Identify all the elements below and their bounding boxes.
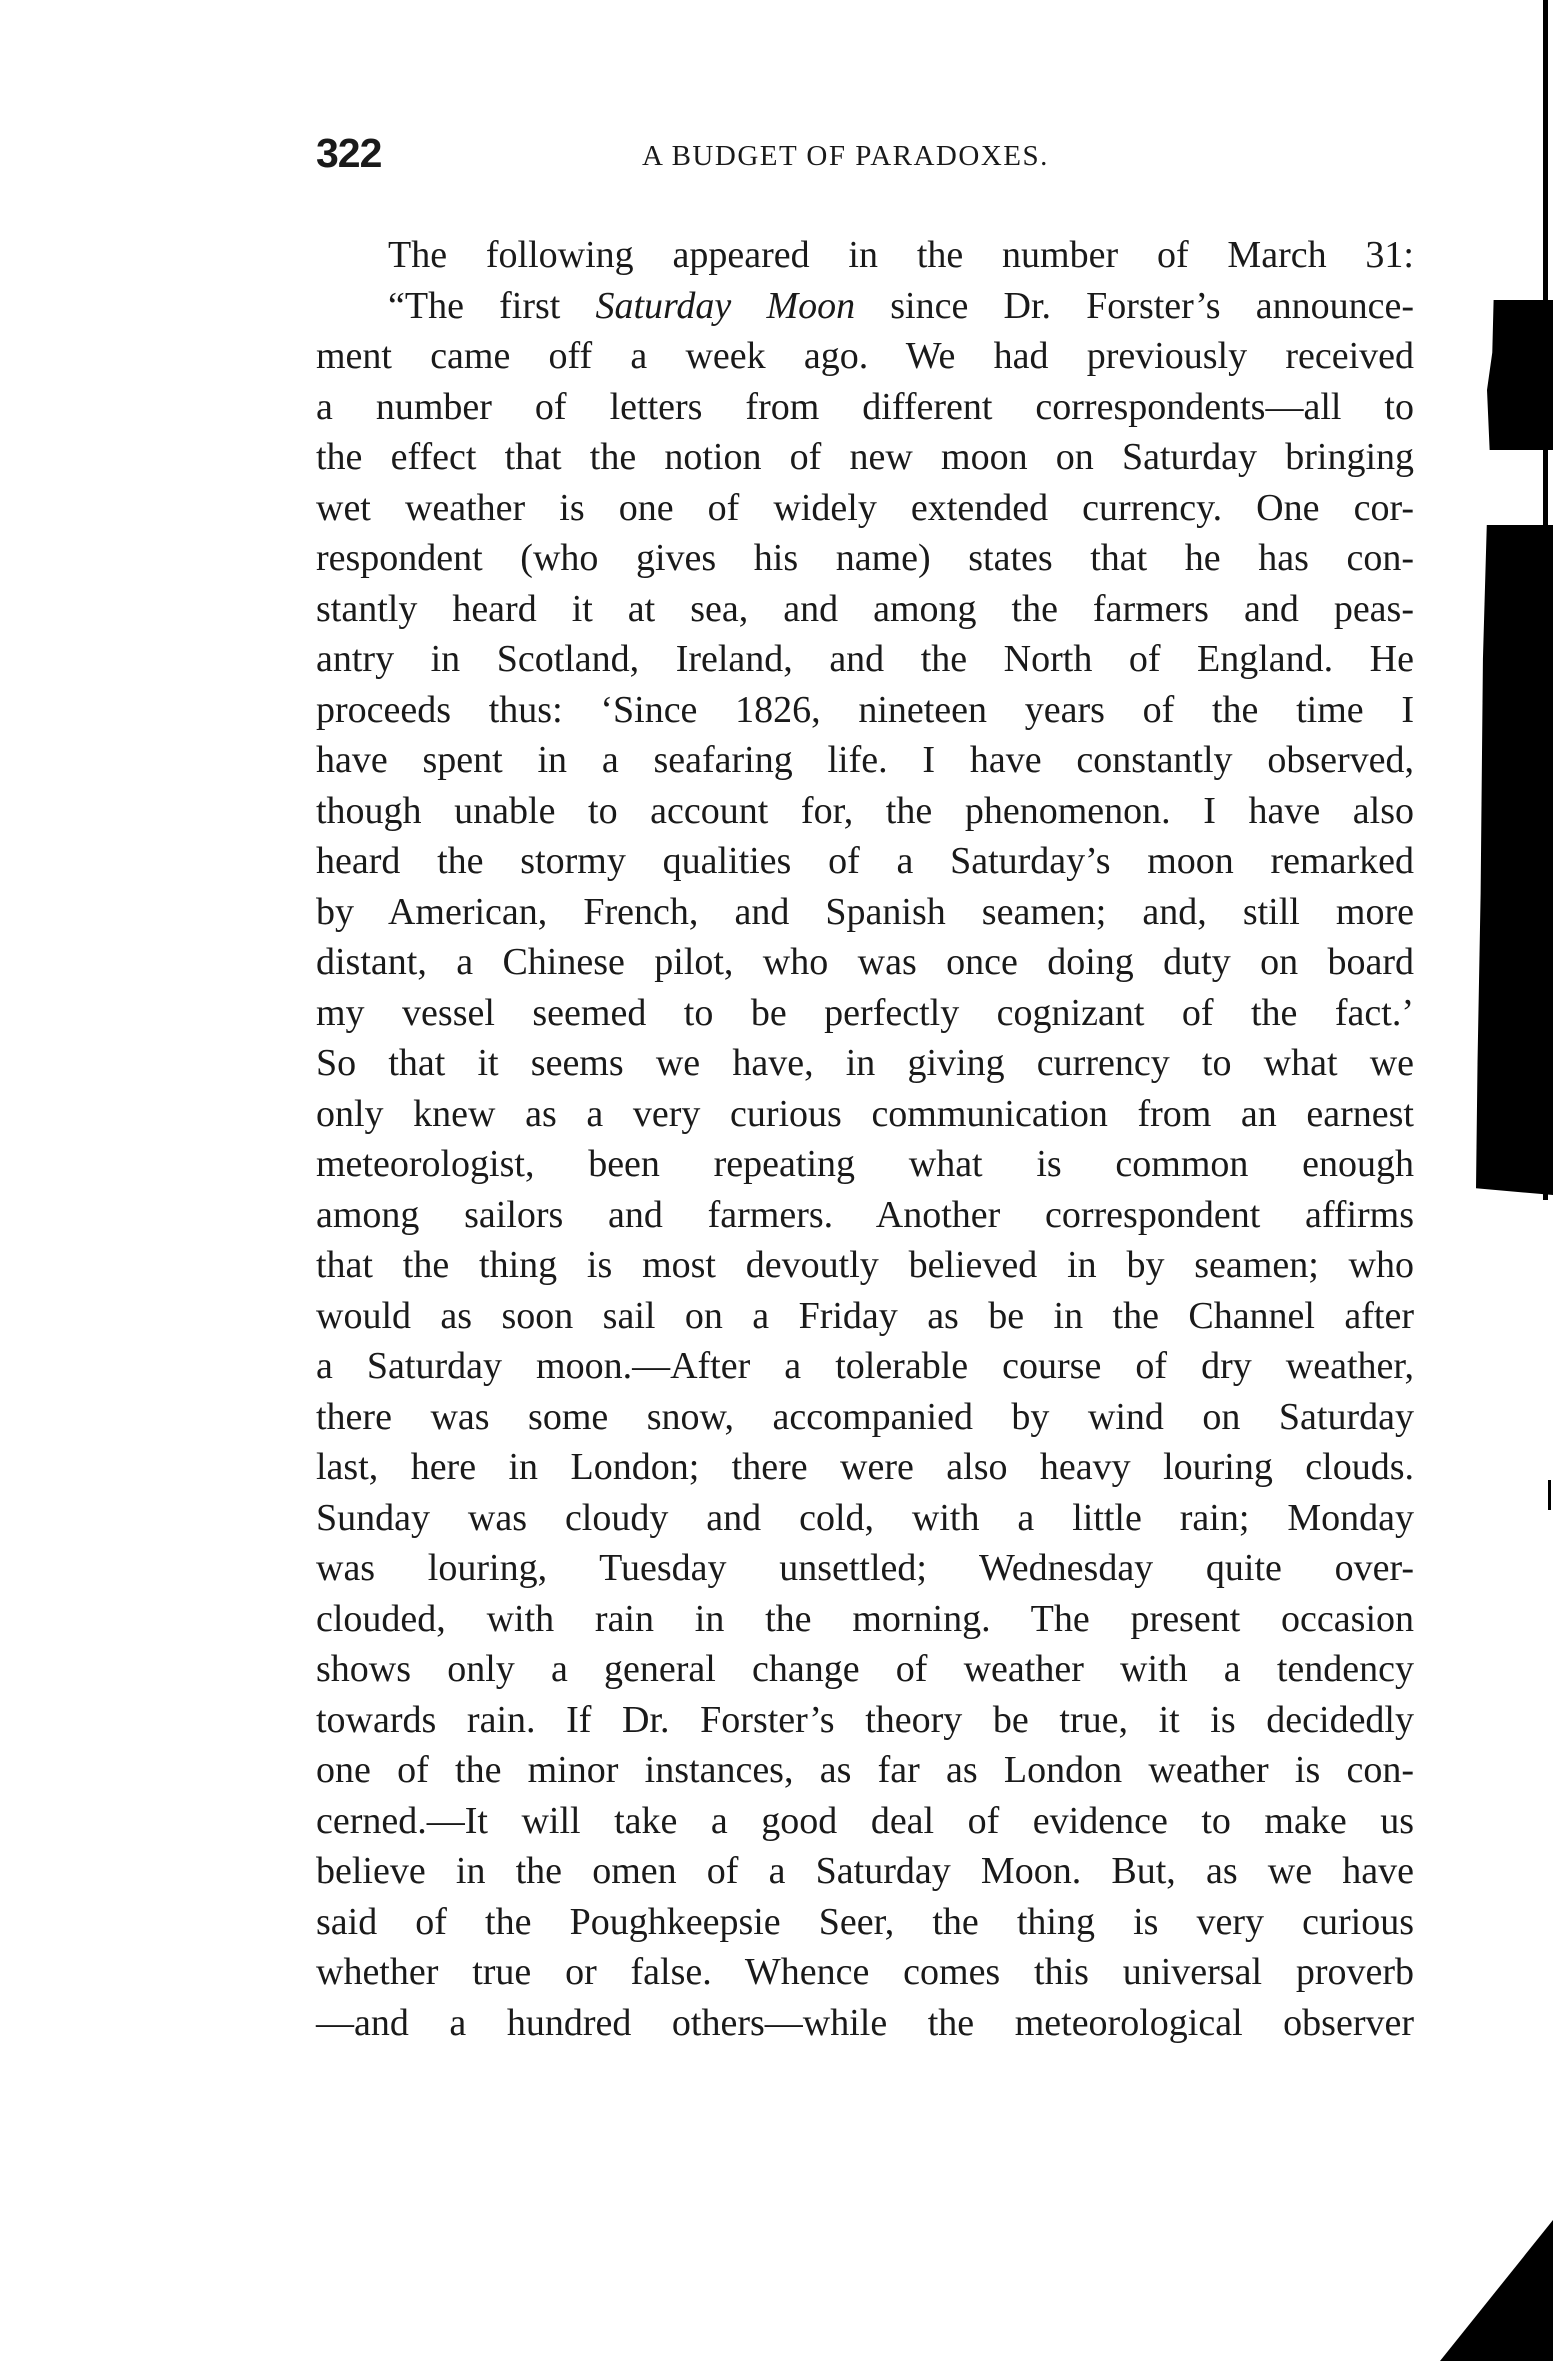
- text-line: a number of letters from different correspondents—all to: [316, 385, 1414, 428]
- text-line: So that it seems we have, in giving currency to what we: [316, 1042, 1414, 1084]
- text-line: shows only a general change of weather with a tendency: [316, 1648, 1414, 1690]
- text-line: only knew as a very curious communication from an earnest: [316, 1092, 1414, 1135]
- text-line: was louring, Tuesday unsettled; Wednesday quite over-: [316, 1547, 1414, 1589]
- text-line: heard the stormy qualities of a Saturday’s moon remarked: [316, 840, 1414, 882]
- text-line: whether true or false. Whence comes this universal proverb: [316, 1951, 1414, 1993]
- text-line: there was some snow, accompanied by wind on Saturday: [316, 1395, 1414, 1438]
- text-line: ment came off a week ago. We had previously received: [316, 335, 1414, 377]
- text-line: The following appeared in the number of March 31:: [388, 234, 1414, 276]
- text-line: one of the minor instances, as far as London weather is con-: [316, 1749, 1414, 1791]
- text-line: my vessel seemed to be perfectly cognizant of the fact.’: [316, 991, 1414, 1034]
- text-line: among sailors and farmers. Another correspondent affirms: [316, 1193, 1414, 1236]
- text-line: said of the Poughkeepsie Seer, the thing is very curious: [316, 1900, 1414, 1943]
- running-head: [316, 130, 1414, 190]
- text-line: a Saturday moon.—After a tolerable course of dry weather,: [316, 1345, 1414, 1387]
- text-line: distant, a Chinese pilot, who was once doing duty on board: [316, 941, 1414, 983]
- page-number: 322: [316, 130, 382, 176]
- text-line: clouded, with rain in the morning. The present occasion: [316, 1597, 1414, 1640]
- italic-title: Saturday Moon: [595, 284, 856, 327]
- text-line: by American, French, and Spanish seamen; and, still more: [316, 890, 1414, 933]
- running-title: A BUDGET OF PARADOXES.: [642, 140, 1049, 172]
- text-line: last, here in London; there were also heavy louring clouds.: [316, 1446, 1414, 1488]
- text-line: though unable to account for, the phenomenon. I have also: [316, 789, 1414, 832]
- text-line: would as soon sail on a Friday as be in the Channel after: [316, 1294, 1414, 1337]
- text-line: cerned.—It will take a good deal of evidence to make us: [316, 1799, 1414, 1842]
- text-line: believe in the omen of a Saturday Moon. But, as we have: [316, 1850, 1414, 1892]
- text-line: —and a hundred others—while the meteorological observer: [316, 2001, 1414, 2044]
- scan-edge-mark: [1548, 1480, 1551, 1510]
- scan-edge-blot: [1487, 300, 1553, 450]
- text-line: wet weather is one of widely extended currency. One cor-: [316, 486, 1414, 529]
- text-line: respondent (who gives his name) states that he has con-: [316, 537, 1414, 579]
- text-line: towards rain. If Dr. Forster’s theory be true, it is decidedly: [316, 1698, 1414, 1741]
- text-line: meteorologist, been repeating what is common enough: [316, 1143, 1414, 1185]
- scan-corner-shadow: [1440, 2220, 1553, 2361]
- text-line: have spent in a seafaring life. I have constantly observed,: [316, 739, 1414, 781]
- scan-edge-blot: [1476, 525, 1553, 1195]
- text-line: antry in Scotland, Ireland, and the North of England. He: [316, 638, 1414, 680]
- text-line: proceeds thus: ‘Since 1826, nineteen years of the time I: [316, 688, 1414, 731]
- body-text: [316, 230, 1414, 2048]
- text-line: that the thing is most devoutly believed in by seamen; who: [316, 1244, 1414, 1286]
- text-line: the effect that the notion of new moon on Saturday bringing: [316, 436, 1414, 478]
- text-line: “The first Saturday Moon since Dr. Forster’s announce-: [388, 284, 1414, 327]
- text-line: Sunday was cloudy and cold, with a little rain; Monday: [316, 1496, 1414, 1539]
- text-line: stantly heard it at sea, and among the farmers and peas-: [316, 587, 1414, 630]
